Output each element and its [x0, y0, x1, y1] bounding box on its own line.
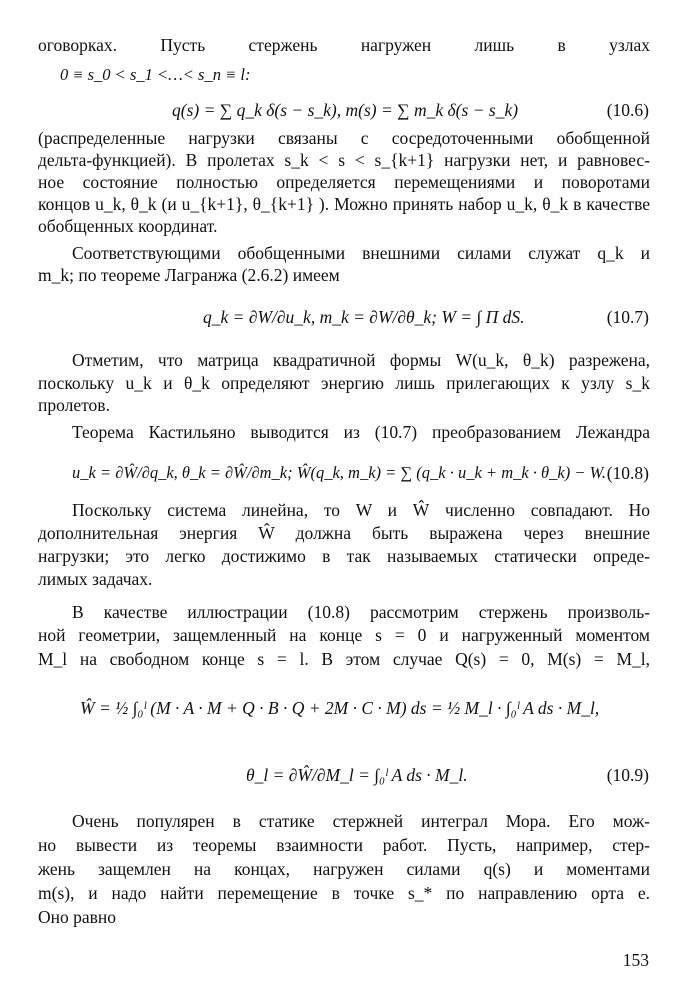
equation-number-10-8: (10.8) [606, 463, 649, 483]
page-number: 153 [622, 950, 649, 970]
text-line: В качестве иллюстрации (10.8) рассмотрим стержень произволь- [72, 602, 650, 622]
text-line: дополнительная энергия Ŵ должна быть выражена через внешние [38, 523, 650, 543]
text-line: m_k; по теореме Лагранжа (2.6.2) имеем [38, 265, 340, 285]
text-line: лимых задачах. [38, 569, 153, 589]
text-line: оговорках. Пусть стержень нагружен лишь в узлах [38, 35, 650, 55]
text-line: M_l на свободном конце s = l. В этом случае Q(s) = 0, M(s) = M_l, [38, 649, 650, 669]
text-line: Поскольку система линейна, то W и Ŵ численно совпадают. Но [72, 500, 650, 520]
text-line: обобщенных координат. [38, 216, 218, 236]
text-line: жень защемлен на концах, нагружен силами q(s) и моментами [38, 859, 650, 879]
formula-10-8: u_k = ∂Ŵ/∂q_k, θ_k = ∂Ŵ/∂m_k; Ŵ(q_k, m_k) = ∑ (q_k · u_k + m_k · θ_k) − W. [72, 463, 606, 482]
formula-10-7: q_k = ∂W/∂u_k, m_k = ∂W/∂θ_k; W = ∫ Π dS. [203, 307, 525, 327]
text-line: ное состояние полностью определяется перемещениями и поворотами [38, 172, 650, 192]
text-line: Соответствующими обобщенными внешними силами служат q_k и [72, 243, 650, 263]
text-line: концов u_k, θ_k (и u_{k+1}, θ_{k+1} ). Можно принять набор u_k, θ_k в качестве [38, 194, 650, 214]
text-line: поскольку u_k и θ_k определяют энергию лишь прилегающих к узлу s_k [38, 373, 650, 393]
formula-10-6: q(s) = ∑ q_k δ(s − s_k), m(s) = ∑ m_k δ(s − s_k) [172, 100, 519, 120]
text-line: дельта-функцией). В пролетах s_k < s < s_{k+1} нагрузки нет, и равновес- [38, 150, 650, 170]
text-line: но вывести из теоремы взаимности работ. Пусть, например, стер- [38, 835, 650, 855]
text-line: Теорема Кастильяно выводится из (10.7) преобразованием Лежандра [72, 422, 650, 442]
formula-10-9: θ_l = ∂Ŵ/∂M_l = ∫₀ˡ A ds · M_l. [246, 765, 468, 785]
formula-nodes: 0 ≡ s_0 < s_1 <…< s_n ≡ l: [60, 65, 251, 84]
text-line: Отметим, что матрица квадратичной формы W(u_k, θ_k) разрежена, [72, 350, 650, 370]
equation-number-10-9: (10.9) [606, 765, 649, 785]
text-line: Оно равно [38, 907, 117, 927]
text-line: (распределенные нагрузки связаны с сосредоточенными обобщенной [38, 128, 650, 148]
text-line: ной геометрии, защемленный на конце s = 0 и нагруженный моментом [38, 625, 650, 645]
text-line: m(s), и надо найти перемещение в точке s_* по направлению орта e. [38, 883, 650, 903]
text-line: нагрузки; это легко достижимо в так называемых статически опреде- [38, 546, 650, 566]
text-line: Очень популярен в статике стержней интеграл Мора. Его мож- [72, 811, 650, 831]
formula-w-hat: Ŵ = ½ ∫₀ˡ (M · A · M + Q · B · Q + 2M · C · M) ds = ½ M_l · ∫₀ˡ A ds · M_l, [80, 698, 600, 718]
equation-number-10-7: (10.7) [606, 307, 649, 327]
equation-number-10-6: (10.6) [606, 100, 649, 120]
text-line: пролетов. [38, 395, 110, 415]
